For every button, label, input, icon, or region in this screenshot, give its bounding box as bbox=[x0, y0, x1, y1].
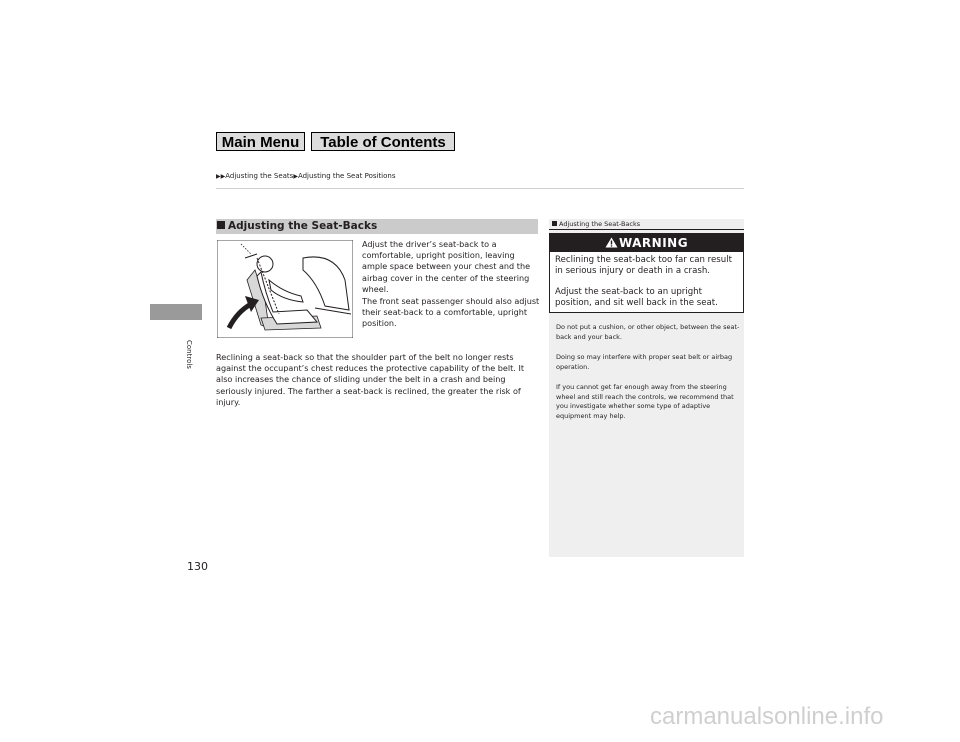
sidebar-note-1: Do not put a cushion, or other object, between the seat-back and your back. bbox=[556, 323, 740, 341]
sidebar-note-2: Doing so may interfere with proper seat belt or airbag operation. bbox=[556, 353, 733, 371]
page-number: 130 bbox=[187, 560, 208, 573]
body-paragraph-2: The front seat passenger should also adjust their seat-back to a comfortable, upright position. bbox=[362, 296, 540, 329]
warning-label: WARNING bbox=[618, 236, 689, 250]
seat-recline-illustration bbox=[217, 240, 353, 338]
chapter-tab bbox=[150, 304, 202, 320]
breadcrumb-arrow-icon: ▶ bbox=[293, 173, 298, 180]
section-square-icon bbox=[217, 221, 225, 229]
warning-box bbox=[549, 233, 744, 313]
section-header bbox=[216, 219, 538, 234]
breadcrumb-level-2[interactable]: Adjusting the Seat Positions bbox=[297, 172, 396, 180]
warning-header bbox=[550, 234, 743, 252]
reference-marker-icon bbox=[552, 221, 557, 226]
sidebar-note-3: If you cannot get far enough away from the steering wheel and still reach the controls, we recommend that you investigate whether some type of adaptive equipment may help. bbox=[556, 383, 734, 420]
sidebar-divider bbox=[549, 229, 744, 230]
watermark: carmanualsonline.info bbox=[650, 703, 884, 730]
warning-text-2: Adjust the seat-back to an upright position, and sit well back in the seat. bbox=[555, 287, 718, 308]
main-menu-button[interactable]: Main Menu bbox=[216, 132, 305, 151]
chapter-label: Controls bbox=[185, 340, 193, 369]
body-paragraph-3: Reclining a seat-back so that the shoulder part of the belt no longer rests against the occupant’s chest reduces the protective capability of the belt. It also increases the chance of sliding under the belt in a crash and being seriously injured. The farther a seat-back is reclined, the greater the risk of injury. bbox=[216, 352, 525, 407]
breadcrumb bbox=[216, 172, 396, 180]
section-title: Adjusting the Seat-Backs bbox=[228, 220, 378, 232]
header-divider bbox=[216, 188, 744, 189]
warning-text-1: Reclining the seat-back too far can result in serious injury or death in a crash. bbox=[555, 255, 732, 276]
body-paragraph-1: Adjust the driver’s seat-back to a comfortable, upright position, leaving ample space between your chest and the airbag cover in the center of the steering wheel. bbox=[362, 239, 531, 294]
table-of-contents-button[interactable]: Table of Contents bbox=[311, 132, 455, 151]
warning-triangle-icon bbox=[605, 237, 618, 248]
sidebar-reference-text: Adjusting the Seat-Backs bbox=[559, 220, 641, 228]
breadcrumb-level-1[interactable]: Adjusting the Seats bbox=[225, 172, 294, 180]
breadcrumb-arrow-icon: ▶▶ bbox=[216, 173, 226, 180]
sidebar-reference-title bbox=[552, 220, 640, 228]
